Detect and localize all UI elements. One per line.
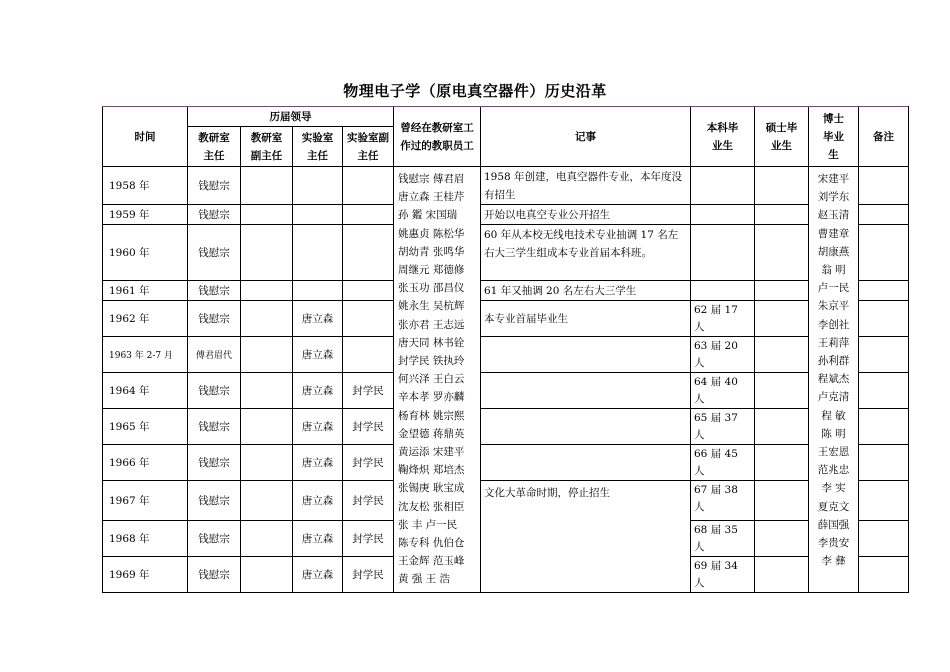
phd-name-line: 薛国强 xyxy=(817,518,850,531)
master-cell xyxy=(755,205,809,225)
year-cell: 1960 年 xyxy=(103,225,188,281)
event-cell xyxy=(481,445,691,481)
remarks-cell xyxy=(859,373,909,409)
deputy-cell xyxy=(241,556,293,592)
phd-name-line: 翁 明 xyxy=(821,264,846,277)
lab-director-cell: 唐立森 xyxy=(293,373,343,409)
header-rule xyxy=(102,106,908,107)
phd-name-line: 赵玉清 xyxy=(817,209,850,222)
deputy-cell xyxy=(241,445,293,481)
master-cell xyxy=(755,481,809,521)
event-cell xyxy=(481,409,691,445)
lab-director-cell xyxy=(293,281,343,301)
remarks-cell xyxy=(859,556,909,592)
lab-director-cell: 唐立森 xyxy=(293,481,343,521)
bachelor-cell: 65 届 37 人 xyxy=(691,409,755,445)
director-cell: 钱慰宗 xyxy=(188,225,241,281)
lab-deputy-cell: 封学民 xyxy=(343,409,394,445)
deputy-cell xyxy=(241,520,293,556)
staff-name-line: 封学民 铁执玲 xyxy=(398,355,465,368)
lab-deputy-cell xyxy=(343,281,394,301)
staff-name-line: 周继元 郑德修 xyxy=(398,264,465,277)
remarks-cell xyxy=(859,445,909,481)
lab-deputy-cell: 封学民 xyxy=(343,481,394,521)
year-cell: 1964 年 xyxy=(103,373,188,409)
header-remarks: 备注 xyxy=(859,107,909,167)
lab-director-cell: 唐立森 xyxy=(293,445,343,481)
staff-name-line: 张亦君 王志远 xyxy=(398,318,465,331)
header-time: 时间 xyxy=(103,107,188,167)
remarks-cell xyxy=(859,481,909,521)
year-cell: 1967 年 xyxy=(103,481,188,521)
lab-deputy-cell: 封学民 xyxy=(343,373,394,409)
header-staff: 曾经在教研室工作过的教职员工 xyxy=(394,107,481,167)
lab-deputy-cell xyxy=(343,337,394,373)
staff-name-line: 唐天同 林书铨 xyxy=(398,336,465,349)
year-cell: 1965 年 xyxy=(103,409,188,445)
phd-name-line: 孙利群 xyxy=(817,355,850,368)
director-cell: 钱慰宗 xyxy=(188,167,241,205)
bachelor-cell xyxy=(691,281,755,301)
header-lab-deputy: 实验室副主任 xyxy=(343,127,394,167)
staff-name-line: 金望德 蒋鼎英 xyxy=(398,427,465,440)
header-director: 教研室主任 xyxy=(188,127,241,167)
deputy-cell xyxy=(241,481,293,521)
master-cell xyxy=(755,281,809,301)
director-cell: 钱慰宗 xyxy=(188,520,241,556)
staff-name-line: 辛本孝 罗亦麟 xyxy=(398,391,465,404)
master-cell xyxy=(755,167,809,205)
master-cell xyxy=(755,225,809,281)
phd-name-line: 曹建章 xyxy=(817,227,850,240)
page-title: 物理电子学（原电真空器件）历史沿革 xyxy=(343,82,607,100)
remarks-cell xyxy=(859,225,909,281)
year-cell: 1969 年 xyxy=(103,556,188,592)
year-cell: 1962 年 xyxy=(103,301,188,337)
phd-name-line: 刘学东 xyxy=(817,191,850,204)
director-cell: 钱慰宗 xyxy=(188,281,241,301)
remarks-cell xyxy=(859,301,909,337)
event-cell: 61 年又抽调 20 名左右大三学生 xyxy=(481,281,691,301)
staff-name-line: 杨育林 姚宗熙 xyxy=(398,409,465,422)
deputy-cell xyxy=(241,167,293,205)
staff-name-line: 姚惠贞 陈松华 xyxy=(398,227,465,240)
lab-deputy-cell xyxy=(343,225,394,281)
bachelor-cell: 67 届 38 人 xyxy=(691,481,755,521)
staff-name-line: 张玉功 邵昌仪 xyxy=(398,282,465,295)
staff-name-line: 何兴泽 王白云 xyxy=(398,373,465,386)
master-cell xyxy=(755,337,809,373)
header-master: 硕士毕业生 xyxy=(755,107,809,167)
staff-name-line: 孙 鑑 宋国瑞 xyxy=(398,209,458,222)
lab-deputy-cell: 封学民 xyxy=(343,556,394,592)
master-cell xyxy=(755,520,809,556)
staff-name-line: 唐立森 王桂芹 xyxy=(398,191,465,204)
director-cell: 钱慰宗 xyxy=(188,556,241,592)
event-cell: 60 年从本校无线电技术专业抽调 17 名左右大三学生组成本专业首届本科班。 xyxy=(481,225,691,281)
phd-name-line: 程斌杰 xyxy=(817,373,850,386)
phd-name-line: 胡康燕 xyxy=(817,245,850,258)
phd-name-line: 朱京平 xyxy=(817,300,850,313)
deputy-cell xyxy=(241,373,293,409)
lab-director-cell: 唐立森 xyxy=(293,556,343,592)
year-cell: 1958 年 xyxy=(103,167,188,205)
director-cell: 傅君眉代 xyxy=(188,337,241,373)
remarks-cell xyxy=(859,281,909,301)
event-cell: 本专业首届毕业生 xyxy=(481,301,691,337)
lab-deputy-cell xyxy=(343,301,394,337)
master-cell xyxy=(755,409,809,445)
director-cell: 钱慰宗 xyxy=(188,205,241,225)
lab-director-cell xyxy=(293,205,343,225)
event-cell xyxy=(481,373,691,409)
phd-name-line: 李 彝 xyxy=(821,555,846,568)
event-cell: 开始以电真空专业公开招生 xyxy=(481,205,691,225)
deputy-cell xyxy=(241,205,293,225)
remarks-cell xyxy=(859,520,909,556)
deputy-cell xyxy=(241,301,293,337)
phd-name-line: 宋建平 xyxy=(817,173,850,185)
header-phd: 博士毕业生 xyxy=(809,107,859,167)
header-leaders: 历届领导 xyxy=(188,107,394,127)
phd-name-line: 范兆忠 xyxy=(817,464,850,477)
header-lab-director: 实验室主任 xyxy=(293,127,343,167)
history-table xyxy=(102,106,909,593)
director-cell: 钱慰宗 xyxy=(188,373,241,409)
bachelor-cell: 63 届 20 人 xyxy=(691,337,755,373)
lab-deputy-cell xyxy=(343,205,394,225)
staff-name-line: 黄运添 宋建平 xyxy=(398,446,465,459)
phd-name-line: 王莉萍 xyxy=(817,336,850,349)
lab-deputy-cell: 封学民 xyxy=(343,520,394,556)
year-cell: 1961 年 xyxy=(103,281,188,301)
deputy-cell xyxy=(241,409,293,445)
staff-name-line: 陈专科 仇伯仓 xyxy=(398,537,465,550)
phd-name-line: 程 敏 xyxy=(821,409,846,422)
staff-name-line: 钱慰宗 傅君眉 xyxy=(398,173,465,185)
phd-name-line: 李 实 xyxy=(821,482,846,495)
bachelor-cell: 62 届 17 人 xyxy=(691,301,755,337)
year-cell: 1959 年 xyxy=(103,205,188,225)
remarks-cell xyxy=(859,337,909,373)
phd-name-line: 卢克清 xyxy=(817,391,850,404)
lab-deputy-cell: 封学民 xyxy=(343,445,394,481)
master-cell xyxy=(755,373,809,409)
phd-name-line: 王宏恩 xyxy=(817,446,850,459)
staff-name-line: 胡幼青 张鸣华 xyxy=(398,245,465,258)
remarks-cell xyxy=(859,409,909,445)
lab-director-cell: 唐立森 xyxy=(293,337,343,373)
director-cell: 钱慰宗 xyxy=(188,481,241,521)
master-cell xyxy=(755,445,809,481)
lab-director-cell xyxy=(293,225,343,281)
year-cell: 1966 年 xyxy=(103,445,188,481)
year-cell: 1968 年 xyxy=(103,520,188,556)
phd-name-line: 李贵安 xyxy=(817,537,850,550)
staff-name-line: 王金辉 范玉峰 xyxy=(398,555,465,568)
phd-name-line: 卢一民 xyxy=(817,282,850,295)
event-cell: 1958 年创建，电真空器件专业，本年度没有招生 xyxy=(481,167,691,205)
master-cell xyxy=(755,301,809,337)
remarks-cell xyxy=(859,167,909,205)
header-deputy: 教研室副主任 xyxy=(241,127,293,167)
event-cell: 文化大革命时期，停止招生 xyxy=(481,481,691,593)
master-cell xyxy=(755,556,809,592)
staff-list xyxy=(394,167,481,593)
bachelor-cell: 66 届 45 人 xyxy=(691,445,755,481)
lab-director-cell xyxy=(293,167,343,205)
lab-director-cell: 唐立森 xyxy=(293,409,343,445)
staff-name-line: 姚永生 吴杭辉 xyxy=(398,300,465,313)
staff-name-line: 黄 强 王 浩 xyxy=(398,573,451,586)
phd-list xyxy=(809,167,859,593)
header-bachelor: 本科毕业生 xyxy=(691,107,755,167)
staff-name-line: 张 丰 卢一民 xyxy=(398,518,458,531)
header-events: 记事 xyxy=(481,107,691,167)
phd-name-line: 陈 明 xyxy=(821,427,846,440)
bachelor-cell: 69 届 34 人 xyxy=(691,556,755,592)
lab-director-cell: 唐立森 xyxy=(293,520,343,556)
bachelor-cell xyxy=(691,205,755,225)
remarks-cell xyxy=(859,205,909,225)
director-cell: 钱慰宗 xyxy=(188,301,241,337)
deputy-cell xyxy=(241,281,293,301)
lab-director-cell: 唐立森 xyxy=(293,301,343,337)
staff-name-line: 张锡庚 耿宝成 xyxy=(398,482,465,495)
director-cell: 钱慰宗 xyxy=(188,409,241,445)
staff-name-line: 沈友松 张相臣 xyxy=(398,500,465,513)
bachelor-cell xyxy=(691,167,755,205)
year-cell: 1963 年 2-7 月 xyxy=(103,337,188,373)
bachelor-cell: 64 届 40 人 xyxy=(691,373,755,409)
deputy-cell xyxy=(241,225,293,281)
phd-name-line: 李创社 xyxy=(817,318,850,331)
lab-deputy-cell xyxy=(343,167,394,205)
director-cell: 钱慰宗 xyxy=(188,445,241,481)
staff-name-line: 鞠烽炽 郑培杰 xyxy=(398,464,465,477)
bachelor-cell: 68 届 35 人 xyxy=(691,520,755,556)
bachelor-cell xyxy=(691,225,755,281)
deputy-cell xyxy=(241,337,293,373)
phd-name-line: 夏克文 xyxy=(817,500,850,513)
event-cell xyxy=(481,337,691,373)
